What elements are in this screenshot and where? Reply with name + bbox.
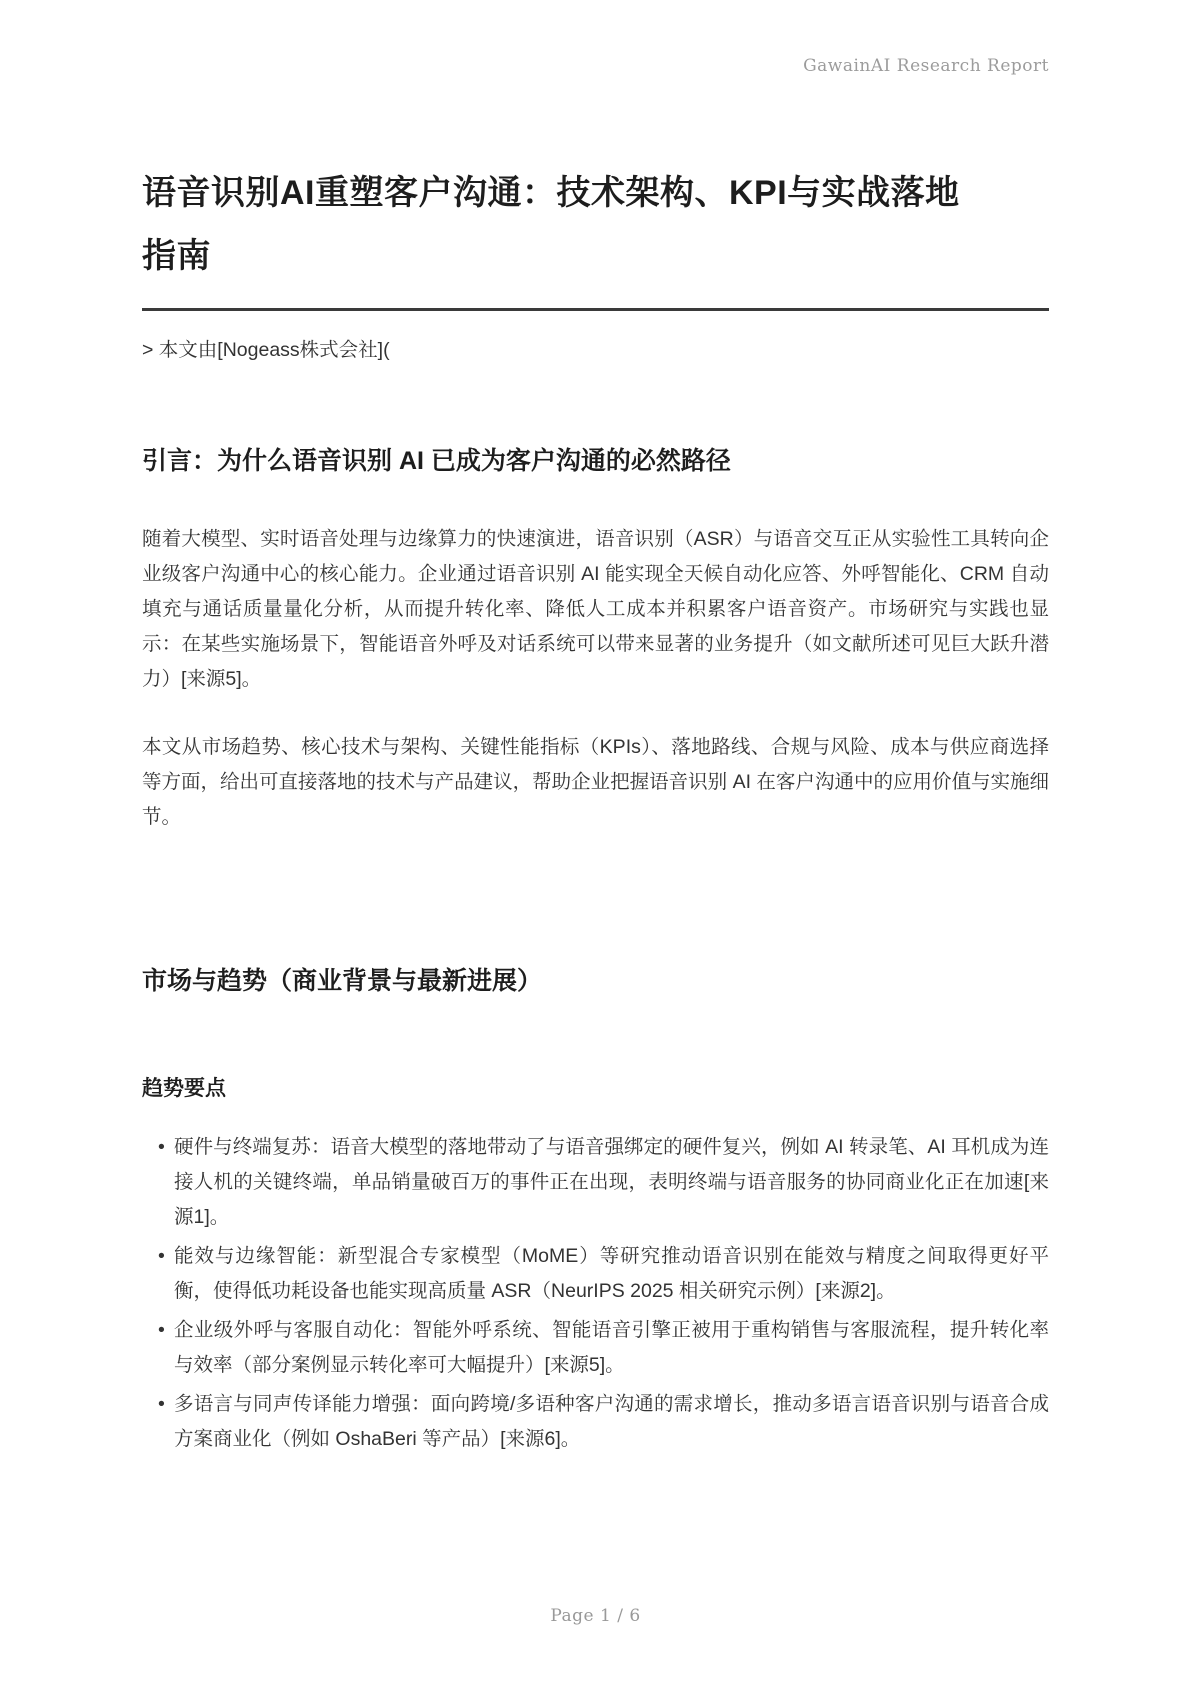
bullet-icon: • xyxy=(158,1245,165,1268)
bullet-icon: • xyxy=(158,1319,165,1342)
byline-text: > 本文由[Nogeass株式会社]( xyxy=(142,338,390,361)
section-heading-market: 市场与趋势（商业背景与最新进展） xyxy=(142,967,543,996)
title-divider xyxy=(142,308,1049,311)
trend-bullet-list xyxy=(142,1130,1049,1457)
list-item xyxy=(158,1387,1049,1457)
intro-paragraph-2: 本文从市场趋势、核心技术与架构、关键性能指标（KPIs）、落地路线、合规与风险、成本与供应商选择等方面，给出可直接落地的技术与产品建议，帮助企业把握语音识别 AI 在客户沟通中的应用价值与实施细节。 xyxy=(142,736,1049,829)
page-title: 语音识别AI重塑客户沟通：技术架构、KPI与实战落地指南 xyxy=(142,174,960,275)
bullet-text: 多语言与同声传译能力增强：面向跨境/多语种客户沟通的需求增长，推动多语言语音识别与语音合成方案商业化（例如 OshaBeri 等产品）[来源6]。 xyxy=(174,1393,1049,1451)
list-item xyxy=(158,1313,1049,1383)
section-heading-intro: 引言：为什么语音识别 AI 已成为客户沟通的必然路径 xyxy=(142,446,731,475)
list-item xyxy=(158,1130,1049,1235)
bullet-text: 能效与边缘智能：新型混合专家模型（MoME）等研究推动语音识别在能效与精度之间取得更好平衡，使得低功耗设备也能实现高质量 ASR（NeurIPS 2025 相关研究示例）[来源2]。 xyxy=(174,1245,1049,1303)
bullet-icon: • xyxy=(158,1136,165,1159)
intro-paragraph-1: 随着大模型、实时语音处理与边缘算力的快速演进，语音识别（ASR）与语音交互正从实验性工具转向企业级客户沟通中心的核心能力。企业通过语音识别 AI 能实现全天候自动化应答、外呼智能化、CRM 自动填充与通话质量量化分析，从而提升转化率、降低人工成本并积累客户语音资产。市场研究与实践也显示：在某些实施场景下，智能语音外呼及对话系统可以带来显著的业务提升（如文献所述可见巨大跃升潜力）[来源5]。 xyxy=(142,528,1049,691)
bullet-text: 硬件与终端复苏：语音大模型的落地带动了与语音强绑定的硬件复兴，例如 AI 转录笔、AI 耳机成为连接人机的关键终端，单品销量破百万的事件正在出现，表明终端与语音服务的协同商业化正在加速[来源1]。 xyxy=(174,1136,1049,1229)
bullet-icon: • xyxy=(158,1393,165,1416)
report-header-label: GawainAI Research Report xyxy=(803,56,1049,76)
list-item xyxy=(158,1239,1049,1309)
page-number-label: Page 1 / 6 xyxy=(550,1606,641,1626)
subsection-heading-trends: 趋势要点 xyxy=(142,1076,226,1100)
bullet-text: 企业级外呼与客服自动化：智能外呼系统、智能语音引擎正被用于重构销售与客服流程，提升转化率与效率（部分案例显示转化率可大幅提升）[来源5]。 xyxy=(174,1319,1049,1377)
